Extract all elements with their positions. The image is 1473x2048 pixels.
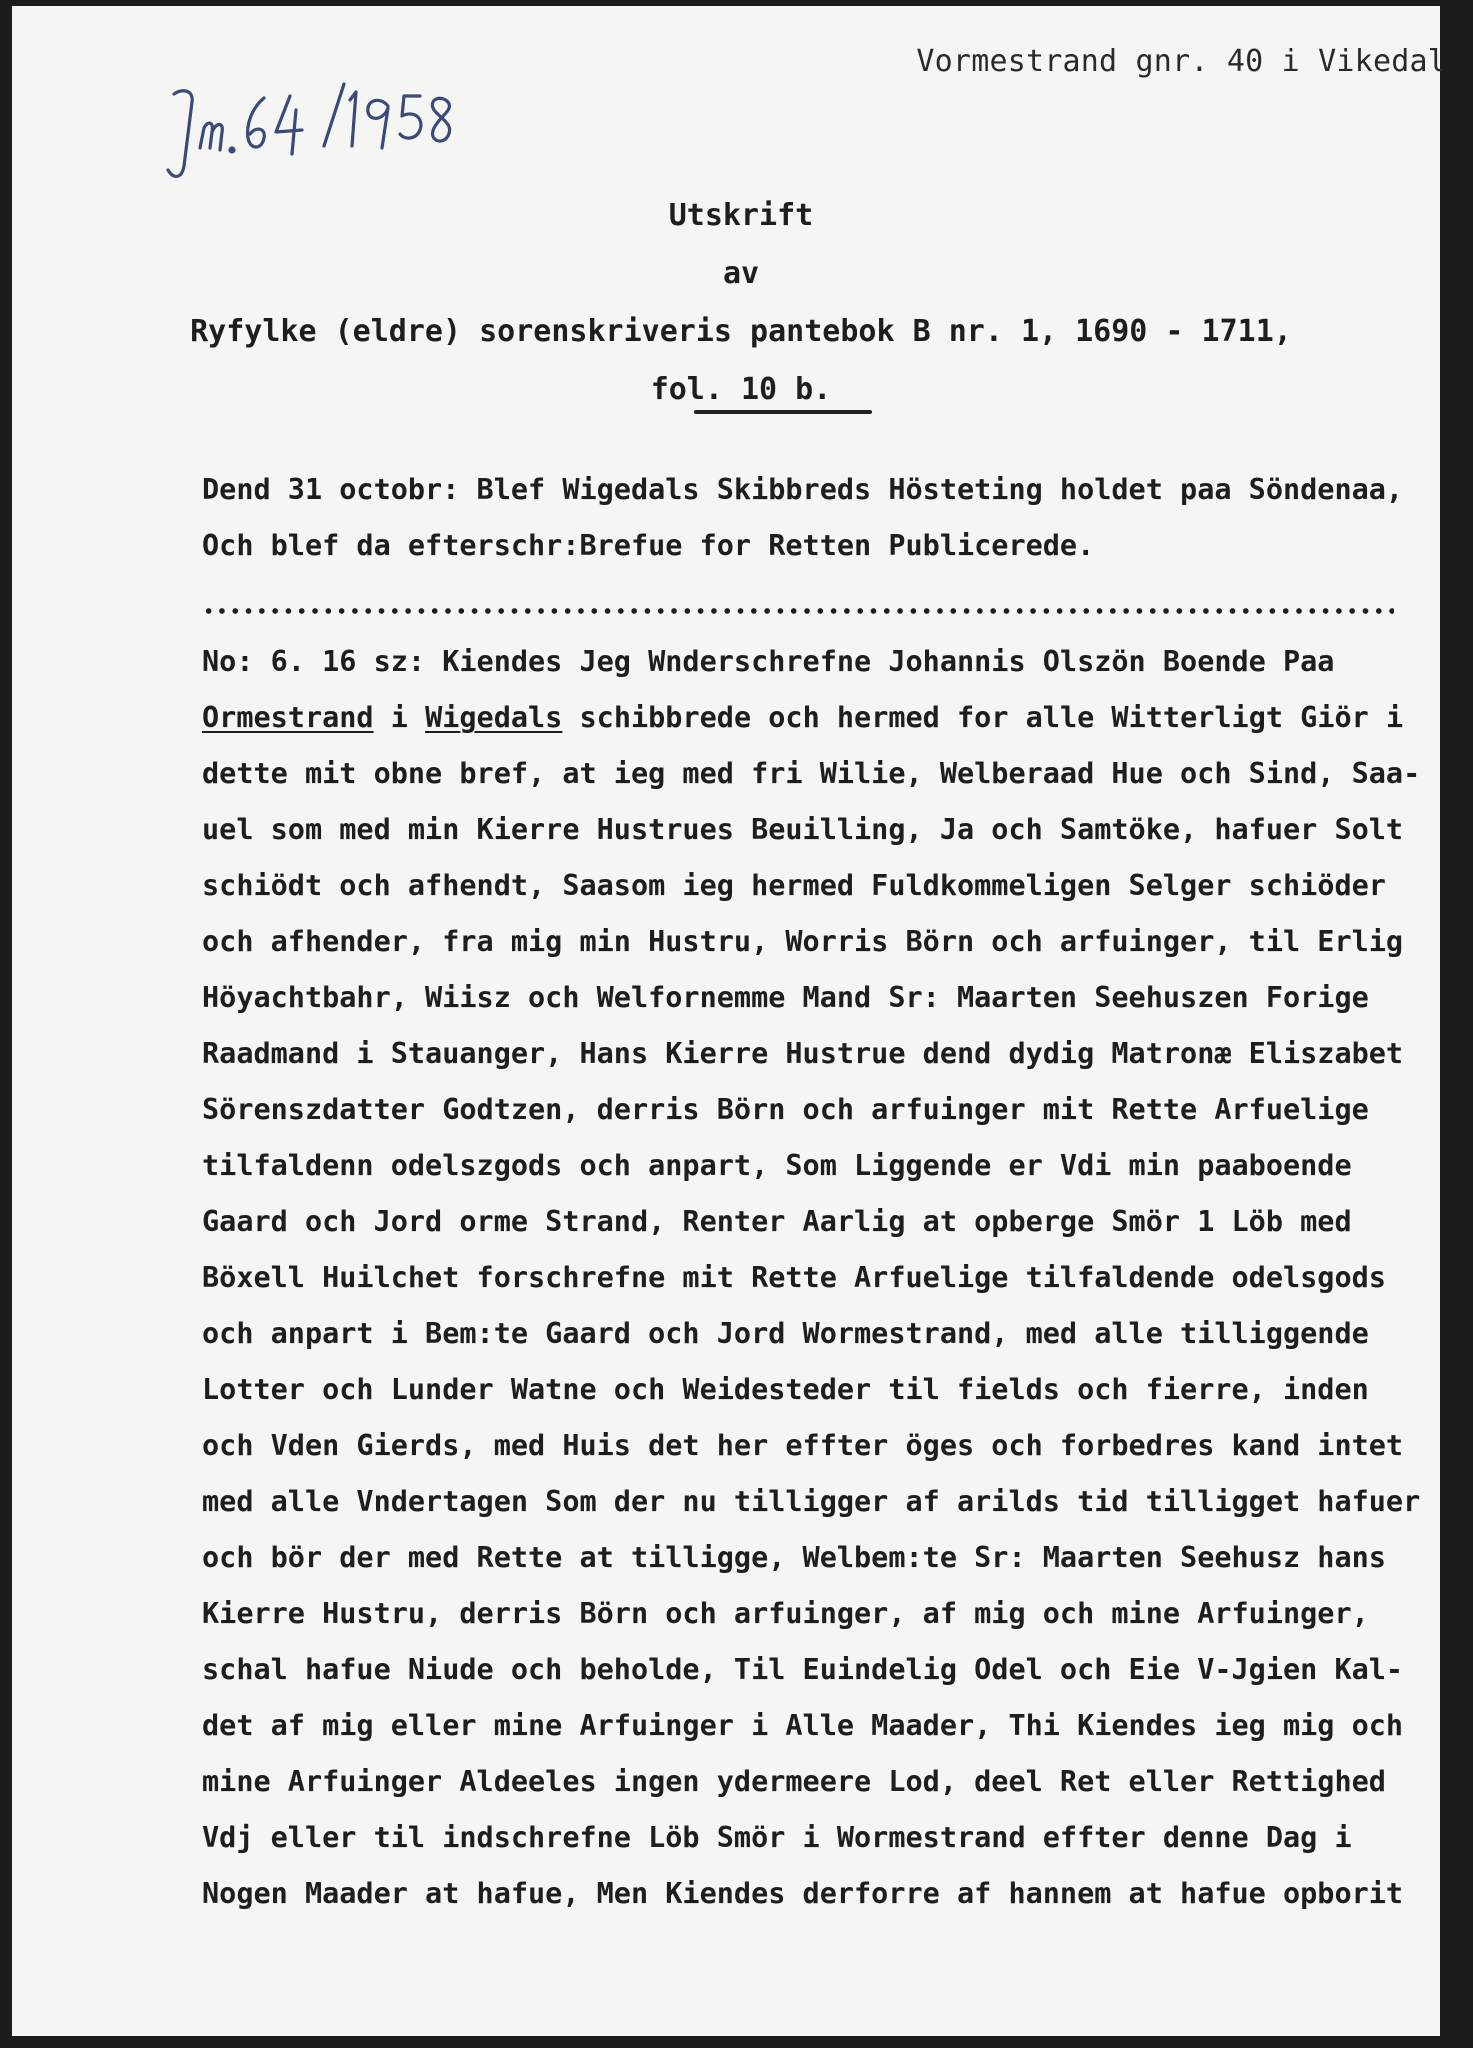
- body-line-23: Nogen Maader at hafue, Men Kiendes derforre af hannem at hafue opborit: [202, 1877, 1404, 1910]
- handwritten-reference-signature: [152, 66, 472, 196]
- body-line-3: dette mit obne bref, at ieg med fri Wilie, Welberaad Hue och Sind, Saa-: [202, 757, 1421, 790]
- body-line-17: och bör der med Rette at tilligge, Welbem:te Sr: Maarten Seehusz hans: [202, 1541, 1386, 1574]
- title-line-2: av: [722, 256, 760, 291]
- body-line-6: och afhender, fra mig min Hustru, Worris Börn och arfuinger, til Erlig: [202, 925, 1404, 958]
- body-line-21: mine Arfuinger Aldeeles ingen ydermeere Lod, deel Ret eller Rettighed: [202, 1765, 1386, 1798]
- intro-line-2: Och blef da efterschr:Brefue for Retten Publicerede.: [202, 529, 1095, 562]
- underlined-place-ormestrand: Ormestrand: [202, 701, 374, 734]
- title-line-3: Ryfylke (eldre) sorenskriveris pantebok B nr. 1, 1690 - 1711,: [190, 314, 1292, 349]
- body-line-13: och anpart i Bem:te Gaard och Jord Wormestrand, med alle tilliggende: [202, 1317, 1369, 1350]
- dotted-separator: [202, 606, 1394, 616]
- title-line-1: Utskrift: [668, 198, 814, 233]
- body-line-10: tilfaldenn odelszgods och anpart, Som Liggende er Vdi min paaboende: [202, 1149, 1352, 1182]
- body-line-15: och Vden Gierds, med Huis det her effter öges och forbedres kand intet: [202, 1429, 1404, 1462]
- body-line-5: schiödt och afhendt, Saasom ieg hermed Fuldkommeligen Selger schiöder: [202, 869, 1386, 902]
- body-line-19: schal hafue Niude och beholde, Til Euindelig Odel och Eie V-Jgien Kal-: [202, 1653, 1404, 1686]
- intro-line-1: Dend 31 octobr: Blef Wigedals Skibbreds Hösteting holdet paa Söndenaa,: [202, 473, 1404, 506]
- body-line-14: Lotter och Lunder Watne och Weidesteder til fields och fierre, inden: [202, 1373, 1369, 1406]
- title-line-4: [42, 372, 1440, 411]
- body-line-2: Ormestrand i Wigedals schibbrede och hermed for alle Witterligt Giör i: [202, 701, 1404, 734]
- body-line-8: Raadmand i Stauanger, Hans Kierre Hustrue dend dydig Matronæ Eliszabet: [202, 1037, 1404, 1070]
- body-line-18: Kierre Hustru, derris Börn och arfuinger, af mig och mine Arfuinger,: [202, 1597, 1369, 1630]
- body-line-1: No: 6. 16 sz: Kiendes Jeg Wnderschrefne Johannis Olszön Boende Paa: [202, 645, 1335, 678]
- body-line-20: det af mig eller mine Arfuinger i Alle Maader, Thi Kiendes ieg mig och: [202, 1709, 1404, 1742]
- body-line-11: Gaard och Jord orme Strand, Renter Aarlig at opberge Smör 1 Löb med: [202, 1205, 1352, 1238]
- document-page: [12, 6, 1446, 2036]
- body-line-22: Vdj eller til indschrefne Löb Smör i Wormestrand effter denne Dag i: [202, 1821, 1352, 1854]
- folio-underline: [694, 410, 872, 414]
- handwritten-reference: [152, 66, 472, 196]
- underlined-place-wigedals: Wigedals: [425, 701, 563, 734]
- body-line-4: uel som med min Kierre Hustrues Beuilling, Ja och Samtöke, hafuer Solt: [202, 813, 1404, 846]
- folio-label: fol. 10 b.: [650, 372, 832, 407]
- body-line-12: Böxell Huilchet forschrefne mit Rette Arfuelige tilfaldende odelsgods: [202, 1261, 1386, 1294]
- body-line-7: Höyachtbahr, Wiisz och Welfornemme Mand Sr: Maarten Seehuszen Forige: [202, 981, 1369, 1014]
- body-line-16: med alle Vndertagen Som der nu tilligger af arilds tid tilligget hafuer: [202, 1485, 1421, 1518]
- body-line-9: Sörenszdatter Godtzen, derris Börn och arfuinger mit Rette Arfuelige: [202, 1093, 1369, 1126]
- archive-label: Vormestrand gnr. 40 i Vikedal: [916, 44, 1446, 79]
